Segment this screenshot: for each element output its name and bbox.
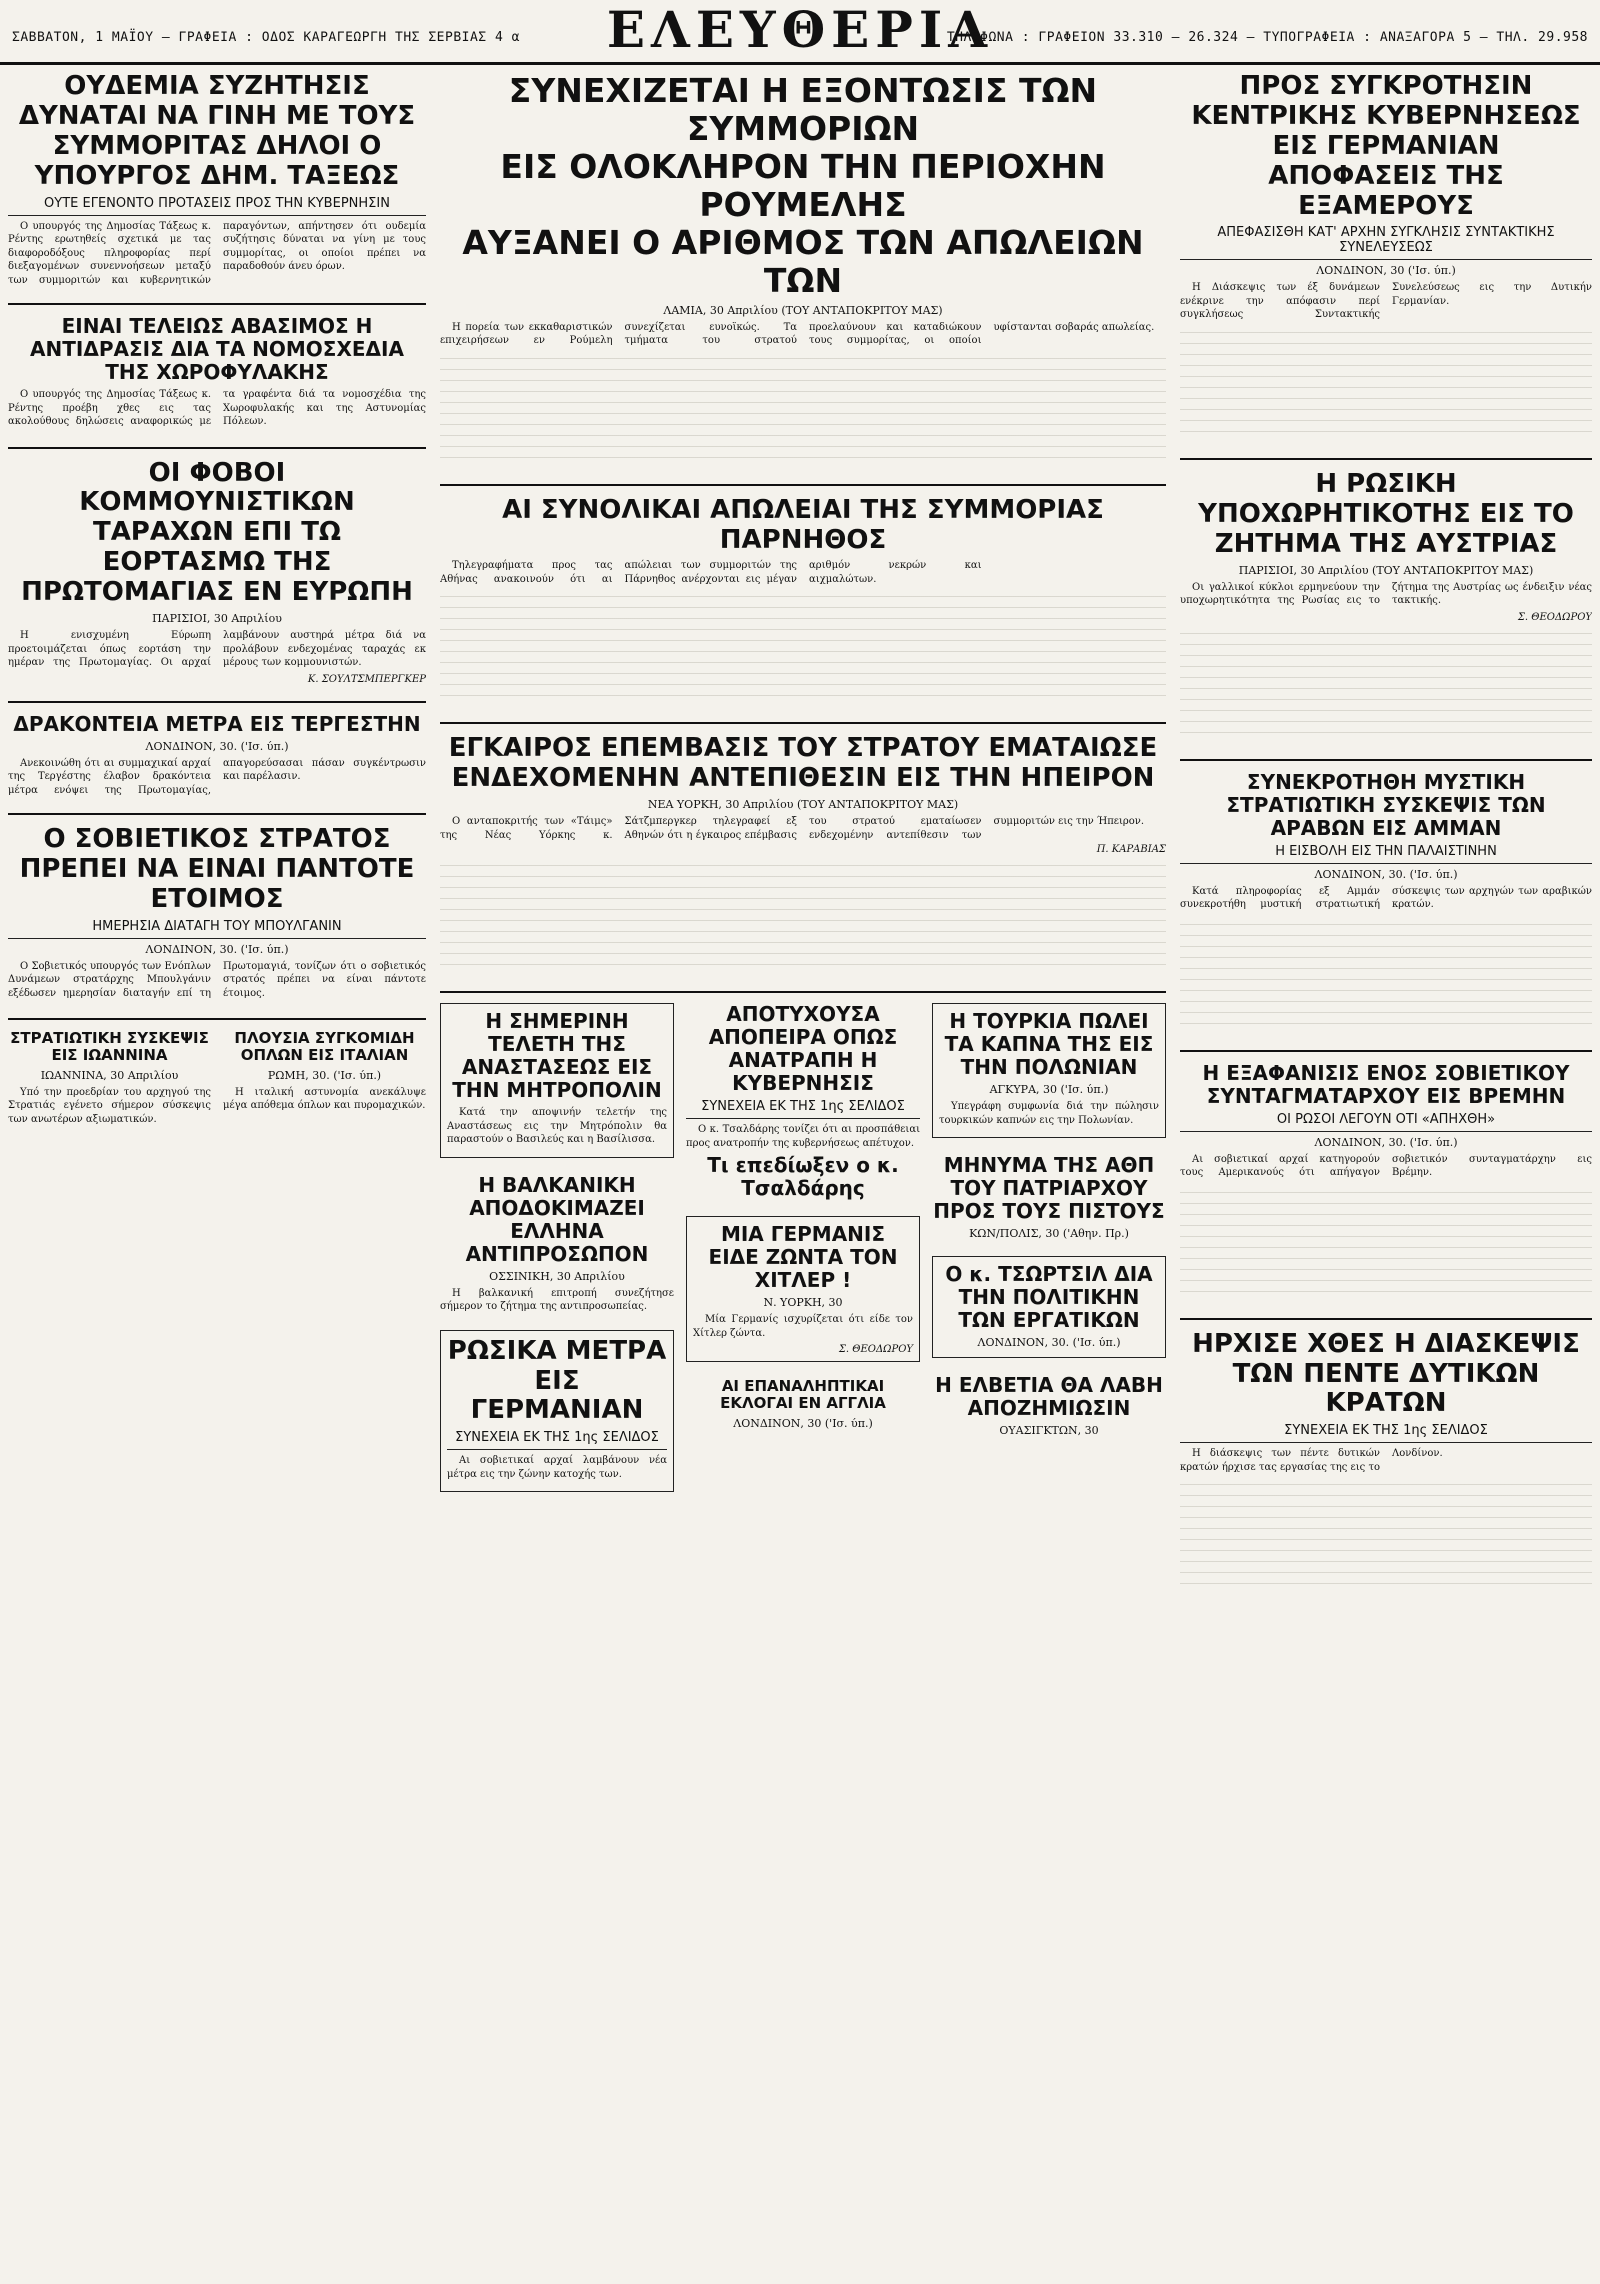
column-left	[8, 72, 426, 1146]
text-columns-placeholder	[440, 586, 1166, 706]
article-headline: Η ΤΟΥΡΚΙΑ ΠΩΛΕΙ ΤΑ ΚΑΠΝΑ ΤΗΣ ΕΙΣ ΤΗΝ ΠΟΛΩΝΙΑΝ	[944, 1009, 1154, 1080]
divider	[440, 484, 1166, 486]
article-body: Υπό την προεδρίαν του αρχηγού της Στρατιάς εγένετο σήμερον σύσκεψις των ανωτέρων αξιωματικών.	[8, 1086, 211, 1125]
article-body: Ο κ. Τσαλδάρης τονίζει ότι αι προσπάθειαι προς ανατροπήν της κυβερνήσεως απέτυχον.	[686, 1124, 920, 1149]
article-dateline: ΛΟΝΔΙΝΟΝ, 30 ('Ισ. ύπ.)	[1316, 264, 1456, 278]
article-subheadline: ΟΙ ΡΩΣΟΙ ΛΕΓΟΥΝ ΟΤΙ «ΑΠΗΧΘΗ»	[1180, 1112, 1592, 1132]
article-five-western-states	[1180, 1330, 1592, 1595]
article-headline: ΑΙ ΕΠΑΝΑΛΗΠΤΙΚΑΙ ΕΚΛΟΓΑΙ ΕΝ ΑΓΓΛΙΑ	[720, 1377, 886, 1413]
divider	[1180, 458, 1592, 460]
divider	[1180, 1050, 1592, 1052]
article-subheadline: ΣΥΝΕΧΕΙΑ ΕΚ ΤΗΣ 1ης ΣΕΛΙΔΟΣ	[1180, 1423, 1592, 1443]
article-body: Κατά την αποψινήν τελετήν της Αναστάσεως εις την Μητρόπολιν θα παραστούν ο Βασιλεύς και η Βασίλισσα.	[447, 1107, 667, 1146]
article-soviet-army	[8, 825, 426, 1002]
article-headline: ΔΡΑΚΟΝΤΕΙΑ ΜΕΤΡΑ ΕΙΣ ΤΕΡΓΕΣΤΗΝ	[13, 711, 421, 736]
article-dateline: ΚΩΝ/ΠΟΛΙΣ, 30 ('Αθην. Πρ.)	[969, 1227, 1129, 1241]
article-switzerland	[932, 1374, 1166, 1437]
article-body: Ο Σοβιετικός υπουργός των Ενόπλων Δυνάμεων στρατάρχης Μπουλγάνιν εξέδωσεν ημερησίαν διαταγήν επί τη Πρωτομαγιά, τονίζων ότι ο σοβιετικός στρατός πρέπει να είναι πάντοτε έτοιμος.	[8, 960, 426, 999]
lead-headline-1: ΣΥΝΕΧΙΖΕΤΑΙ Η ΕΞΟΝΤΩΣΙΣ ΤΩΝ ΣΥΜΜΟΡΙΩΝ	[508, 72, 1098, 148]
article-body: Οι γαλλικοί κύκλοι ερμηνεύουν την υποχωρητικότητα της Ρωσίας εις το ζήτημα της Αυστρίας ως ένδειξιν νέας τακτικής.	[1180, 581, 1592, 607]
article-lead-roumeli	[440, 72, 1166, 468]
article-dateline: ΛΑΜΙΑ, 30 Απριλίου (ΤΟΥ ΑΝΤΑΠΟΚΡΙΤΟΥ ΜΑΣ)	[663, 303, 943, 317]
article-headline: ΡΩΣΙΚΑ ΜΕΤΡΑ ΕΙΣ ΓΕΡΜΑΝΙΑΝ	[447, 1335, 667, 1426]
bottom-row	[8, 1030, 426, 1146]
article-signature: Κ. ΣΟΥΛΤΣΜΠΕΡΓΚΕΡ	[307, 673, 426, 685]
article-mayday-fears	[8, 459, 426, 685]
article-subheadline: ΟΥΤΕ ΕΓΕΝΟΝΤΟ ΠΡΟΤΑΣΕΙΣ ΠΡΟΣ ΤΗΝ ΚΥΒΕΡΝΗΣΙΝ	[8, 196, 426, 216]
article-body: Η Διάσκεψις των έξ δυνάμεων ενέκρινε την απόφασιν περί συγκλήσεως Συντακτικής Συνελεύσεως εις την Δυτικήν Γερμανίαν.	[1180, 282, 1592, 321]
article-churchill	[932, 1256, 1166, 1358]
article-headline: Η ΕΛΒΕΤΙΑ ΘΑ ΛΑΒΗ ΑΠΟΖΗΜΙΩΣΙΝ	[935, 1373, 1163, 1421]
article-subheadline: ΗΜΕΡΗΣΙΑ ΔΙΑΤΑΓΗ ΤΟΥ ΜΠΟΥΛΓΑΝΙΝ	[8, 919, 426, 939]
article-dateline: ΛΟΝΔΙΝΟΝ, 30. ('Ισ. ύπ.)	[145, 739, 289, 753]
divider	[1180, 1318, 1592, 1320]
article-headline-2: ΑΠΟΦΑΣΕΙΣ ΤΗΣ ΕΞΑΜΕΡΟΥΣ	[1268, 160, 1504, 221]
article-headline: ΠΛΟΥΣΙΑ ΣΥΓΚΟΜΙΔΗ ΟΠΛΩΝ ΕΙΣ ΙΤΑΛΙΑΝ	[234, 1029, 415, 1065]
article-balkan	[440, 1174, 674, 1314]
article-arab-amman	[1180, 771, 1592, 1034]
article-headline: ΣΥΝΕΚΡΟΤΗΘΗ ΜΥΣΤΙΚΗ ΣΤΡΑΤΙΩΤΙΚΗ ΣΥΣΚΕΨΙΣ ΤΩΝ ΑΡΑΒΩΝ ΕΙΣ ΑΜΜΑΝ	[1226, 769, 1546, 840]
text-columns-placeholder	[1180, 1474, 1592, 1594]
column-center	[440, 72, 1166, 1508]
lead-headline-3: ΑΥΞΑΝΕΙ Ο ΑΡΙΘΜΟΣ ΤΩΝ ΑΠΩΛΕΙΩΝ ΤΩΝ	[462, 222, 1144, 300]
article-dateline: ΛΟΝΔΙΝΟΝ, 30 ('Ισ. ύπ.)	[733, 1416, 873, 1430]
article-body: Αι σοβιετικαί αρχαί κατηγορούν τους Αμερικανούς ότι απήγαγον σοβιετικόν συνταγματάρχην εις Βρέμην.	[1180, 1153, 1592, 1179]
article-dateline: ΛΟΝΔΙΝΟΝ, 30. ('Ισ. ύπ.)	[1314, 1135, 1458, 1149]
article-austria	[1180, 470, 1592, 743]
article-body: Ο υπουργός της Δημοσίας Τάξεως κ. Ρέντης ερωτηθείς σχετικά με τας διαφοροδόξους πληροφορίας περί διεξαγομένων συνεννοήσεων μεταξύ των συμμοριτών και κυβερνητικών παραγόντων, απήντησεν ότι ουδεμία συζήτησις δύναται να γίνη με τους συμμορίτας, οι οποίοι πρέπει να παραδοθούν άνευ όρων.	[8, 220, 426, 286]
divider	[8, 1018, 426, 1020]
center-lower-col-2	[686, 1003, 920, 1508]
article-headline: ΗΡΧΙΣΕ ΧΘΕΣ Η ΔΙΑΣΚΕΨΙΣ ΤΩΝ ΠΕΝΤΕ ΔΥΤΙΚΩΝ ΚΡΑΤΩΝ	[1192, 1328, 1580, 1419]
article-body: Αι σοβιετικαί αρχαί λαμβάνουν νέα μέτρα εις την ζώνην κατοχής των.	[447, 1455, 667, 1480]
lead-headline-2: ΕΙΣ ΟΛΟΚΛΗΡΟΝ ΤΗΝ ΠΕΡΙΟΧΗΝ ΡΟΥΜΕΛΗΣ	[500, 146, 1106, 224]
article-headline: ΟΥΔΕΜΙΑ ΣΥΖΗΤΗΣΙΣ ΔΥΝΑΤΑΙ ΝΑ ΓΙΝΗ ΜΕ ΤΟΥΣ ΣΥΜΜΟΡΙΤΑΣ ΔΗΛΟΙ Ο ΥΠΟΥΡΓΟΣ ΔΗΜ. ΤΑΞΕΩΣ	[18, 72, 416, 191]
center-lower-grid	[440, 1003, 1166, 1508]
divider	[8, 447, 426, 449]
article-uk-byelections	[686, 1378, 920, 1430]
article-signature: Π. ΚΑΡΑΒΙΑΣ	[1096, 844, 1166, 856]
article-body: Κατά πληροφορίας εξ Αμμάν συνεκροτήθη μυστική στρατιωτική σύσκεψις των αρχηγών των αραβικών κρατών.	[1180, 885, 1592, 911]
article-headline: Η ΒΑΛΚΑΝΙΚΗ ΑΠΟΔΟΚΙΜΑΖΕΙ ΕΛΛΗΝΑ ΑΝΤΙΠΡΟΣΩΠΟΝ	[465, 1172, 649, 1266]
divider	[8, 813, 426, 815]
article-body: Μία Γερμανίς ισχυρίζεται ότι είδε τον Χίτλερ ζώντα.	[693, 1314, 913, 1339]
article-no-discussion	[8, 72, 426, 287]
divider	[440, 722, 1166, 724]
article-subheadline: Η ΕΙΣΒΟΛΗ ΕΙΣ ΤΗΝ ΠΑΛΑΙΣΤΙΝΗΝ	[1180, 844, 1592, 864]
text-columns-placeholder	[1180, 1182, 1592, 1302]
article-italy-arms	[223, 1030, 426, 1130]
article-resurrection	[440, 1003, 674, 1158]
article-hitler	[686, 1216, 920, 1362]
article-headline: Ο κ. ΤΣΩΡΤΣΙΛ ΔΙΑ ΤΗΝ ΠΟΛΙΤΙΚΗΝ ΤΩΝ ΕΡΓΑΤΙΚΩΝ	[945, 1262, 1153, 1333]
article-signature: Σ. ΘΕΟΔΩΡΟΥ	[838, 1344, 913, 1356]
article-dateline: ΟΣΣΙΝΙΚΗ, 30 Απριλίου	[489, 1269, 625, 1283]
article-headline: ΕΓΚΑΙΡΟΣ ΕΠΕΜΒΑΣΙΣ ΤΟΥ ΣΤΡΑΤΟΥ ΕΜΑΤΑΙΩΣΕ ΕΝΔΕΧΟΜΕΝΗΝ ΑΝΤΕΠΙΘΕΣΙΝ ΕΙΣ ΤΗΝ ΗΠΕΙΡΟΝ	[448, 733, 1158, 794]
article-headline: ΠΡΟΣ ΣΥΓΚΡΟΤΗΣΙΝ ΚΕΝΤΡΙΚΗΣ ΚΥΒΕΡΝΗΣΕΩΣ ΕΙΣ ΓΕΡΜΑΝΙΑΝ	[1191, 72, 1581, 161]
article-headline: ΜΙΑ ΓΕΡΜΑΝΙΣ ΕΙΔΕ ΖΩΝΤΑ ΤΟΝ ΧΙΤΛΕΡ !	[708, 1222, 898, 1293]
article-dateline: ΙΩΑΝΝΙΝΑ, 30 Απριλίου	[40, 1068, 179, 1082]
article-body: Τηλεγραφήματα προς τας Αθήνας ανακοινούν ότι αι απώλειαι των συμμοριτών της Πάρνηθος ανέρχονται εις μέγαν αριθμόν νεκρών και αιχμαλώτων.	[440, 560, 982, 585]
article-gendarmerie	[8, 315, 426, 431]
article-body: Ο ανταποκριτής των «Τάιμς» της Νέας Υόρκης κ. Σάτζμπεργκερ τηλεγραφεί εξ Αθηνών ότι η έγκαιρος επέμβασις του στρατού εματαίωσεν ενδεχομένην αντεπίθεσιν των συμμοριτών εις την Ήπειρον.	[440, 816, 1145, 841]
article-dateline: ΟΥΑΣΙΓΚΤΩΝ, 30	[999, 1424, 1099, 1438]
article-parnitha-losses	[440, 496, 1166, 707]
article-patriarch	[932, 1154, 1166, 1240]
article-dateline: Ν. ΥΟΡΚΗ, 30	[763, 1296, 843, 1310]
article-dateline: ΑΓΚΥΡΑ, 30 ('Ισ. ύπ.)	[989, 1083, 1109, 1097]
article-body: Υπεγράφη συμφωνία διά την πώλησιν τουρκικών καπνών εις την Πολωνίαν.	[939, 1101, 1159, 1126]
article-trieste	[8, 713, 426, 798]
article-body: Ανεκοινώθη ότι αι συμμαχικαί αρχαί της Τεργέστης έλαβον δρακόντεια μέτρα ενόψει της Πρωτομαγίας, απαγορεύσασαι πάσαν συγκέντρωσιν και παρέλασιν.	[8, 757, 426, 796]
article-headline: ΟΙ ΦΟΒΟΙ ΚΟΜΜΟΥΝΙΣΤΙΚΩΝ ΤΑΡΑΧΩΝ ΕΠΙ ΤΩ ΕΟΡΤΑΣΜΩ ΤΗΣ ΠΡΩΤΟΜΑΓΙΑΣ ΕΝ ΕΥΡΩΠΗ	[21, 457, 413, 608]
article-headline: ΕΙΝΑΙ ΤΕΛΕΙΩΣ ΑΒΑΣΙΜΟΣ Η ΑΝΤΙΔΡΑΣΙΣ ΔΙΑ ΤΑ ΝΟΜΟΣΧΕΔΙΑ ΤΗΣ ΧΩΡΟΦΥΛΑΚΗΣ	[30, 314, 404, 385]
article-body: Η ιταλική αστυνομία ανεκάλυψε μέγα απόθεμα όπλων και πυρομαχικών.	[223, 1086, 426, 1112]
article-subheadline: ΣΥΝΕΧΕΙΑ ΕΚ ΤΗΣ 1ης ΣΕΛΙΔΟΣ	[447, 1430, 667, 1450]
article-headline: Ο ΣΟΒΙΕΤΙΚΟΣ ΣΤΡΑΤΟΣ ΠΡΕΠΕΙ ΝΑ ΕΙΝΑΙ ΠΑΝΤΟΤΕ ΕΤΟΙΜΟΣ	[19, 824, 415, 914]
article-headline: Η ΡΩΣΙΚΗ ΥΠΟΧΩΡΗΤΙΚΟΤΗΣ ΕΙΣ ΤΟ ΖΗΤΗΜΑ ΤΗΣ ΑΥΣΤΡΙΑΣ	[1198, 468, 1574, 559]
article-dateline: ΝΕΑ ΥΟΡΚΗ, 30 Απριλίου (ΤΟΥ ΑΝΤΑΠΟΚΡΙΤΟΥ ΜΑΣ)	[647, 798, 959, 812]
text-columns-placeholder	[440, 348, 1166, 468]
article-dateline: ΛΟΝΔΙΝΟΝ, 30. ('Ισ. ύπ.)	[145, 942, 289, 956]
article-body: Ο υπουργός της Δημοσίας Τάξεως κ. Ρέντης προέβη χθες εις τας ακολούθους δηλώσεις αναφορικώς με τα γραφέντα διά τα νομοσχέδια της Χωροφυλακής και της Αστυνομίας Πόλεων.	[8, 389, 426, 428]
text-columns-placeholder	[1180, 914, 1592, 1034]
divider	[1180, 759, 1592, 761]
divider	[8, 303, 426, 305]
article-turkey-tobacco	[932, 1003, 1166, 1138]
article-ioannina	[8, 1030, 211, 1130]
text-columns-placeholder	[1180, 322, 1592, 442]
masthead-address: ΣΑΒΒΑΤΟΝ, 1 ΜΑΪΟΥ — ΓΡΑΦΕΙΑ : ΟΔΟΣ ΚΑΡΑΓΕΩΡΓΗ ΤΗΣ ΣΕΡΒΙΑΣ 4 α	[12, 30, 520, 45]
text-columns-placeholder	[440, 855, 1166, 975]
article-headline: ΑΠΟΤΥΧΟΥΣΑ ΑΠΟΠΕΙΡΑ ΟΠΩΣ ΑΝΑΤΡΑΠΗ Η ΚΥΒΕΡΝΗΣΙΣ	[708, 1002, 898, 1096]
article-body: Η διάσκεψις των πέντε δυτικών κρατών ήρχισε τας εργασίας της εις το Λονδίνον.	[1180, 1448, 1443, 1473]
article-epirus	[440, 734, 1166, 975]
article-body: Η βαλκανική επιτροπή συνεζήτησε σήμερον το ζήτημα της αντιπροσωπείας.	[440, 1287, 674, 1313]
article-dateline: ΠΑΡΙΣΙΟΙ, 30 Απριλίου	[152, 612, 282, 626]
article-dateline: ΠΑΡΙΣΙΟΙ, 30 Απριλίου (ΤΟΥ ΑΝΤΑΠΟΚΡΙΤΟΥ ΜΑΣ)	[1238, 563, 1534, 577]
divider	[440, 991, 1166, 993]
article-dateline: ΡΩΜΗ, 30. ('Ισ. ύπ.)	[267, 1068, 382, 1082]
article-germany-government	[1180, 72, 1592, 442]
center-lower-col-3	[932, 1003, 1166, 1508]
divider	[8, 701, 426, 703]
article-dateline: ΛΟΝΔΙΝΟΝ, 30. ('Ισ. ύπ.)	[977, 1336, 1121, 1350]
article-bremen-colonel	[1180, 1062, 1592, 1302]
newspaper-title: ΕΛΕΥΘΕΡΙΑ	[606, 0, 994, 59]
article-headline: ΜΗΝΥΜΑ ΤΗΣ ΑΘΠ ΤΟΥ ΠΑΤΡΙΑΡΧΟΥ ΠΡΟΣ ΤΟΥΣ ΠΙΣΤΟΥΣ	[933, 1153, 1165, 1224]
masthead	[0, 0, 1600, 65]
article-overthrow-attempt	[686, 1003, 920, 1200]
article-headline: Η ΕΞΑΦΑΝΙΣΙΣ ΕΝΟΣ ΣΟΒΙΕΤΙΚΟΥ ΣΥΝΤΑΓΜΑΤΑΡΧΟΥ ΕΙΣ ΒΡΕΜΗΝ	[1202, 1060, 1570, 1108]
article-signature: Σ. ΘΕΟΔΩΡΟΥ	[1517, 611, 1592, 623]
article-russian-measures	[440, 1330, 674, 1493]
article-kicker: Τι επεδίωξεν ο κ. Τσαλδάρης	[707, 1153, 899, 1201]
column-right	[1180, 72, 1592, 1610]
article-body: Η ενισχυμένη Εύρωπη προετοιμάζεται όπως εορτάση την ημέραν της Πρωτομαγίας. Οι αρχαί λαμβάνουν αυστηρά μέτρα διά να προλάβουν ενδεχομένας ταραχάς εκ μέρους των κομμουνιστών.	[8, 630, 426, 669]
article-subheadline: ΣΥΝΕΧΕΙΑ ΕΚ ΤΗΣ 1ης ΣΕΛΙΔΟΣ	[686, 1099, 920, 1119]
article-body: Η πορεία των εκκαθαριστικών επιχειρήσεων εν Ρούμελη συνεχίζεται ευνοϊκώς. Τα τμήματα του στρατού προελαύνουν και καταδιώκουν τους συμμορίτας, οι οποίοι υφίστανται σοβαράς απωλείας.	[440, 321, 1155, 347]
masthead-phones: ΤΗΛΕΦΩΝΑ : ΓΡΑΦΕΙΟΝ 33.310 — 26.324 — ΤΥΠΟΓΡΑΦΕΙΑ : ΑΝΑΞΑΓΟΡΑ 5 — ΤΗΛ. 29.958	[946, 30, 1588, 45]
center-lower-col-1	[440, 1003, 674, 1508]
article-subheadline: ΑΠΕΦΑΣΙΣΘΗ ΚΑΤ' ΑΡΧΗΝ ΣΥΓΚΛΗΣΙΣ ΣΥΝΤΑΚΤΙΚΗΣ ΣΥΝΕΛΕΥΣΕΩΣ	[1180, 225, 1592, 260]
text-columns-placeholder	[1180, 623, 1592, 743]
article-headline: ΣΤΡΑΤΙΩΤΙΚΗ ΣΥΣΚΕΨΙΣ ΕΙΣ ΙΩΑΝΝΙΝΑ	[10, 1029, 209, 1065]
article-dateline: ΛΟΝΔΙΝΟΝ, 30. ('Ισ. ύπ.)	[1314, 867, 1458, 881]
article-headline: Η ΣΗΜΕΡΙΝΗ ΤΕΛΕΤΗ ΤΗΣ ΑΝΑΣΤΑΣΕΩΣ ΕΙΣ ΤΗΝ ΜΗΤΡΟΠΟΛΙΝ	[452, 1009, 662, 1103]
article-headline: ΑΙ ΣΥΝΟΛΙΚΑΙ ΑΠΩΛΕΙΑΙ ΤΗΣ ΣΥΜΜΟΡΙΑΣ ΠΑΡΝΗΘΟΣ	[502, 494, 1104, 555]
